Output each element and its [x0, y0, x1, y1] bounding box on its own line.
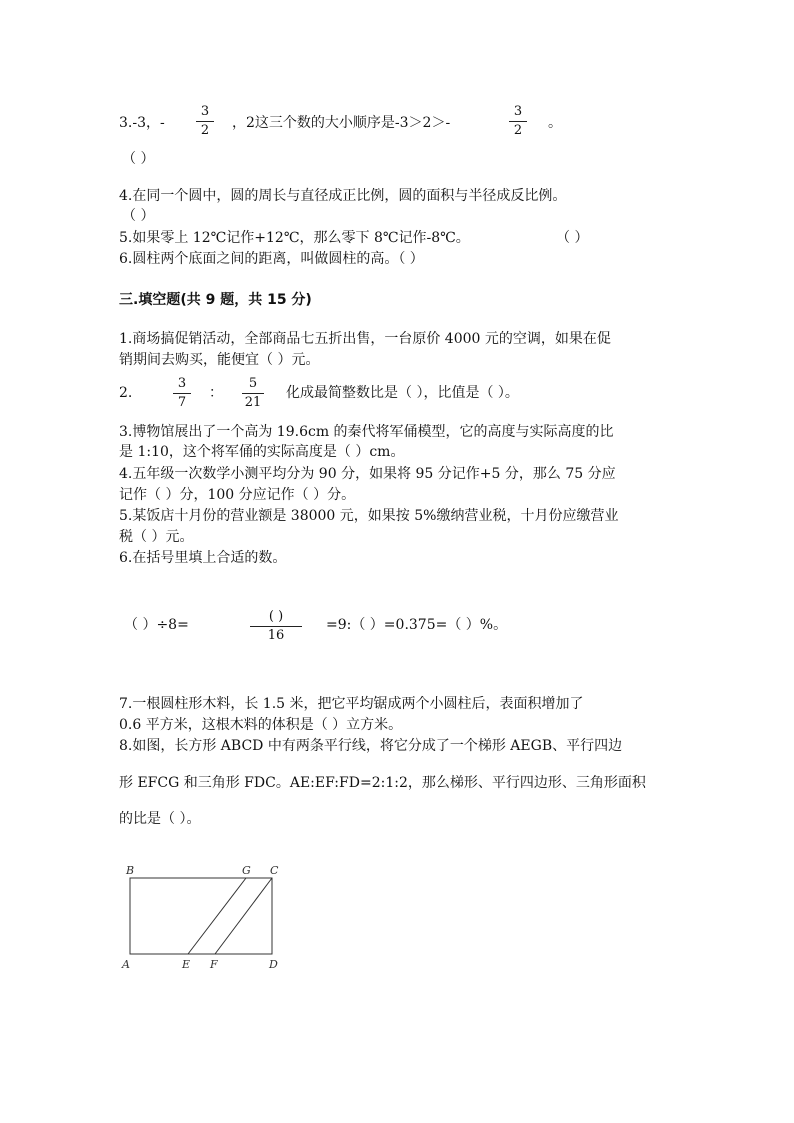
f3-line1: 3.博物馆展出了一个高为 19.6cm 的秦代将军俑模型，它的高度与实际高度的比	[119, 424, 614, 440]
label-f: F	[210, 958, 218, 971]
f7-line2: 0.6 平方米，这根木料的体积是（ ）立方米。	[119, 717, 403, 733]
rectangle-abcd-figure	[118, 860, 288, 975]
label-a: A	[122, 958, 130, 971]
f8-line1: 8.如图，长方形 ABCD 中有两条平行线，将它分成了一个梯形 AEGB、平行四边	[119, 738, 623, 754]
f8-line3: 的比是（ ）。	[119, 811, 201, 827]
f2-suffix: 化成最简整数比是（ ），比值是（ ）。	[286, 385, 519, 401]
f6-part2: =9:（ ）=0.375=（ ）%。	[326, 617, 508, 633]
line-eg	[188, 878, 246, 954]
rectangle-abcd	[130, 878, 272, 954]
f1-line1: 1.商场搞促销活动，全部商品七五折出售，一台原价 4000 元的空调，如果在促	[119, 331, 611, 347]
q3-prefix: 3.-3，-	[119, 115, 165, 131]
f2-colon: ：	[209, 385, 223, 401]
f3-line2: 是 1:10，这个将军俑的实际高度是（ ）cm。	[119, 444, 405, 460]
f4-line2: 记作（ ）分，100 分应记作（ ）分。	[119, 487, 356, 503]
line-fc	[215, 878, 272, 954]
f8-line2: 形 EFCG 和三角形 FDC。AE:EF:FD=2:1:2，那么梯形、平行四边形、三角形面积	[119, 775, 646, 791]
f2-fraction-2: 5 21	[242, 376, 264, 411]
q5-text: 5.如果零上 12℃记作+12℃，那么零下 8℃记作-8℃。	[119, 230, 470, 246]
f2-prefix: 2.	[119, 385, 133, 401]
q3-fraction-2: 3 2	[509, 104, 527, 139]
f5-line1: 5.某饭店十月份的营业额是 38000 元，如果按 5%缴纳营业税，十月份应缴营业	[119, 508, 619, 524]
q5-answer-paren[interactable]: （ ）	[556, 230, 589, 246]
q3-middle: ，2这三个数的大小顺序是-3＞2＞-	[232, 115, 451, 131]
label-b: B	[126, 864, 135, 877]
label-g: G	[242, 864, 251, 877]
q3-end: 。	[548, 115, 562, 131]
f5-line2: 税（ ）元。	[119, 529, 194, 545]
f6-part1: （ ）÷8=	[124, 617, 189, 633]
label-d: D	[269, 958, 278, 971]
q4-text: 4.在同一个圆中，圆的周长与直径成正比例，圆的面积与半径成反比例。	[119, 188, 567, 204]
q6-text: 6.圆柱两个底面之间的距离，叫做圆柱的高。（ ）	[119, 251, 424, 267]
q4-answer-paren[interactable]: （ ）	[122, 208, 155, 224]
section-title: 三.填空题(共 9 题，共 15 分)	[119, 292, 312, 308]
q3-answer-paren[interactable]: （ ）	[122, 151, 155, 167]
f6-fraction: ( ) 16	[250, 609, 302, 644]
q3-fraction-1: 3 2	[196, 104, 214, 139]
f4-line1: 4.五年级一次数学小测平均分为 90 分，如果将 95 分记作+5 分，那么 75 分应	[119, 466, 616, 482]
f2-fraction-1: 3 7	[173, 376, 191, 411]
f6-text: 6.在括号里填上合适的数。	[119, 550, 287, 566]
label-c: C	[270, 864, 279, 877]
f1-line2: 销期间去购买，能便宜（ ）元。	[119, 352, 320, 368]
f7-line1: 7.一根圆柱形木料，长 1.5 米，把它平均锯成两个小圆柱后，表面积增加了	[119, 696, 584, 712]
label-e: E	[182, 958, 191, 971]
